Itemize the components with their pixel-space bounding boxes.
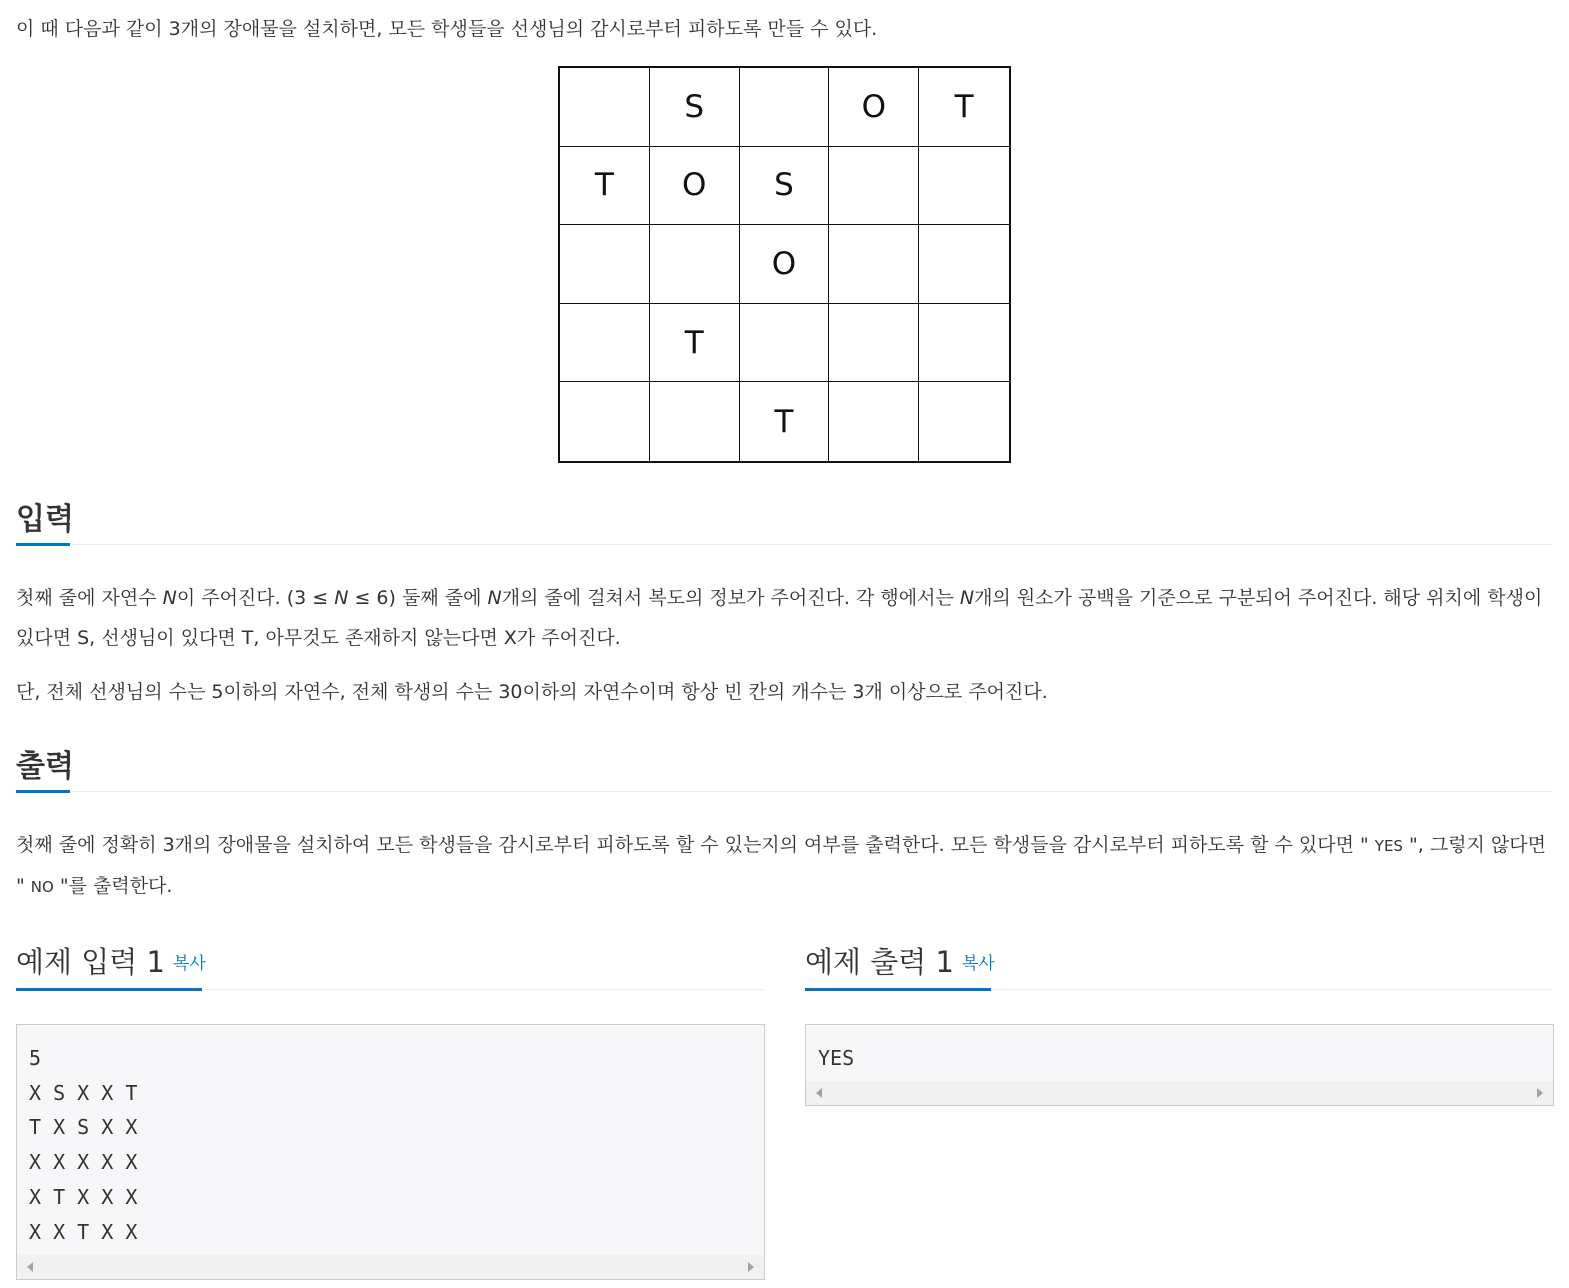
grid-cell <box>829 225 919 304</box>
grid-cell: O <box>829 68 919 147</box>
sample-output-code: YES <box>818 1046 855 1070</box>
grid-cell <box>919 147 1009 226</box>
var-n: N <box>959 587 975 609</box>
copy-output-button[interactable]: 복사 <box>961 954 995 974</box>
sample-output-title: 예제 출력 1 <box>805 945 954 979</box>
sample-output-box[interactable] <box>805 1024 1554 1106</box>
grid-cell: S <box>650 68 740 147</box>
horizontal-scrollbar[interactable] <box>17 1255 764 1279</box>
grid-cell <box>919 382 1009 461</box>
var-n: N <box>487 587 502 609</box>
grid-cell <box>560 68 650 147</box>
grid-cell <box>560 304 650 383</box>
grid-cell <box>829 304 919 383</box>
scroll-right-icon[interactable] <box>748 1262 754 1272</box>
grid-cell <box>560 225 650 304</box>
var-n: N <box>162 587 177 609</box>
corridor-grid <box>558 66 1011 463</box>
grid-cell <box>740 304 830 383</box>
horizontal-scrollbar[interactable] <box>806 1081 1553 1105</box>
sample-input-heading <box>16 940 206 981</box>
grid-cell <box>829 382 919 461</box>
grid-cell <box>650 225 740 304</box>
scroll-left-icon[interactable] <box>816 1088 822 1098</box>
yes-token: YES <box>1374 837 1403 855</box>
output-description: 첫째 줄에 정확히 3개의 장애물을 설치하여 모든 학생들을 감시로부터 피하도록 할 수 있는지의 여부를 출력한다. 모든 학생들을 감시로부터 피하도록 할 수 있다면 " YES ", 그렇지 않다면 " NO "를 출력한다. <box>16 834 1546 897</box>
grid-cell: T <box>740 382 830 461</box>
sample-input-code: 5 X S X X T T X S X X X X X X X X T X X X X X T X X <box>29 1046 138 1244</box>
scroll-left-icon[interactable] <box>27 1262 33 1272</box>
divider <box>16 791 1552 792</box>
output-section-title: 출력 <box>16 749 74 784</box>
input-constraints: 단, 전체 선생님의 수는 5이하의 자연수, 전체 학생의 수는 30이하의 자연수이며 항상 빈 칸의 개수는 3개 이상으로 주어진다. <box>16 681 1048 703</box>
grid-cell <box>740 68 830 147</box>
heading-underline <box>16 988 202 991</box>
grid-cell: T <box>919 68 1009 147</box>
sample-input-title: 예제 입력 1 <box>16 945 165 979</box>
grid-cell: T <box>650 304 740 383</box>
heading-underline <box>16 790 70 793</box>
grid-cell <box>650 382 740 461</box>
grid-cell: S <box>740 147 830 226</box>
scroll-right-icon[interactable] <box>1537 1088 1543 1098</box>
var-n: N <box>334 587 349 609</box>
copy-input-button[interactable]: 복사 <box>172 954 206 974</box>
heading-underline <box>16 543 70 546</box>
sample-output-heading <box>805 940 995 981</box>
no-token: NO <box>30 878 54 896</box>
grid-cell: T <box>560 147 650 226</box>
input-description: 첫째 줄에 자연수 N이 주어진다. (3 ≤ N ≤ 6) 둘째 줄에 N개의 줄에 걸쳐서 복도의 정보가 주어진다. 각 행에서는 N개의 원소가 공백을 기준으로 구분되어 주어진다. 해당 위치에 학생이 있다면 S, 선생님이 있다면 T, 아무것도 존재하지 않는다면 X가 주어진다. <box>16 587 1543 649</box>
heading-underline <box>805 988 991 991</box>
grid-cell <box>919 225 1009 304</box>
grid-cell: O <box>740 225 830 304</box>
grid-cell: O <box>650 147 740 226</box>
divider <box>16 544 1552 545</box>
grid-cell <box>829 147 919 226</box>
grid-cell <box>560 382 650 461</box>
sample-input-box[interactable] <box>16 1024 765 1280</box>
input-section-title: 입력 <box>16 502 74 537</box>
grid-cell <box>919 304 1009 383</box>
intro-text: 이 때 다음과 같이 3개의 장애물을 설치하면, 모든 학생들을 선생님의 감시로부터 피하도록 만들 수 있다. <box>16 18 878 40</box>
